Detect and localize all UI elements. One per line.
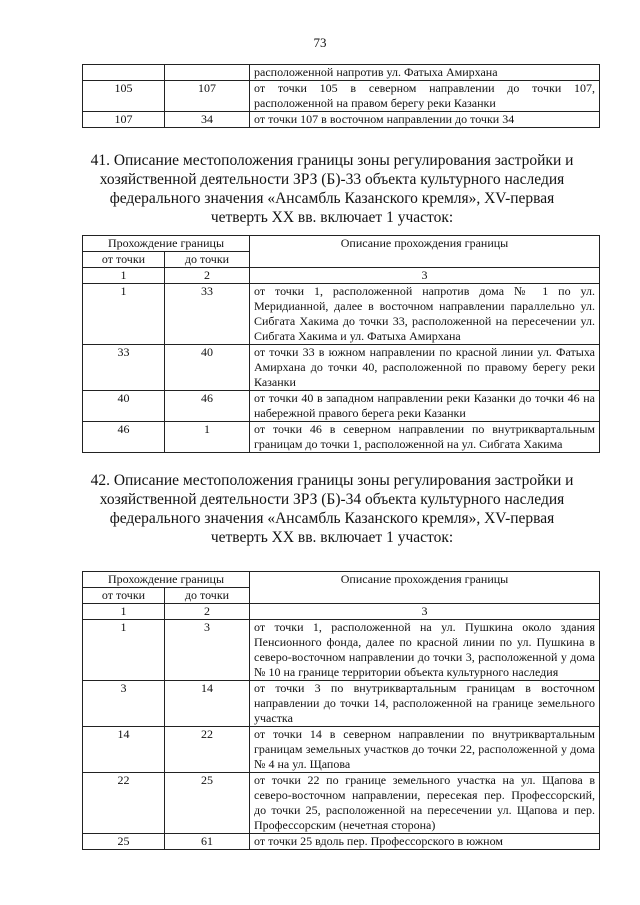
table-row (83, 620, 600, 681)
column-number: 1 (83, 268, 165, 284)
description-cell: от точки 105 в северном направлении до точки 107, расположенной на правом берегу реки Казанки (250, 81, 600, 112)
column-number: 2 (165, 604, 250, 620)
description-cell: от точки 22 по границе земельного участка на ул. Щапова в северо-восточном направлении, пересекая пер. Профессорский, до точки 25, расположенной на пересечении ул. Щапова и пер. Профессорским (нечетная сторона) (250, 773, 600, 834)
to-point-cell: 34 (165, 112, 250, 128)
from-point-cell: 25 (83, 834, 165, 850)
column-number-row (83, 268, 600, 284)
to-column-header: до точки (165, 588, 250, 604)
to-point-cell: 22 (165, 727, 250, 773)
column-group-header: Прохождение границы (83, 236, 250, 252)
table-row (83, 727, 600, 773)
to-point-cell: 46 (165, 391, 250, 422)
table-row (83, 681, 600, 727)
description-cell: от точки 1, расположенной напротив дома № 1 по ул. Меридианной, далее в восточном направлении параллельно ул. Сибгата Хакима до точки 33, расположенной на пересечении ул. Сибгата Хакима и ул. Фатыха Амирхана (250, 284, 600, 345)
from-point-cell: 3 (83, 681, 165, 727)
from-column-header: от точки (83, 588, 165, 604)
table-row (83, 834, 600, 850)
from-point-cell: 40 (83, 391, 165, 422)
description-cell: от точки 40 в западном направлении реки Казанки до точки 46 на набережной правого берега реки Казанки (250, 391, 600, 422)
table-header-row (83, 572, 600, 588)
section-41-heading: 41. Описание местоположения границы зоны регулирования застройки и хозяйственной деятельности ЗРЗ (Б)-33 объекта культурного наследия федерального значения «Ансамбль Казанского кремля», XV-первая четверть XX вв. включает 1 участок: (90, 152, 574, 226)
from-point-cell: 1 (83, 284, 165, 345)
column-number: 3 (250, 268, 600, 284)
table-row (83, 391, 600, 422)
boundary-table-42 (82, 571, 600, 850)
description-cell: от точки 14 в северном направлении по внутриквартальным границам земельных участков до точки 22, расположенной у дома № 4 на ул. Щапова (250, 727, 600, 773)
table-row (83, 773, 600, 834)
boundary-table-41 (82, 235, 600, 453)
to-point-cell: 40 (165, 345, 250, 391)
column-number: 2 (165, 268, 250, 284)
description-cell: расположенной напротив ул. Фатыха Амирхана (250, 65, 600, 81)
description-cell: от точки 46 в северном направлении по внутриквартальным границам до точки 1, расположенной на ул. Сибгата Хакима (250, 422, 600, 453)
column-group-header: Прохождение границы (83, 572, 250, 588)
section-42-heading: 42. Описание местоположения границы зоны регулирования застройки и хозяйственной деятельности ЗРЗ (Б)-34 объекта культурного наследия федерального значения «Ансамбль Казанского кремля», XV-первая четверть XX вв. включает 1 участок: (90, 472, 574, 546)
table-row (83, 81, 600, 112)
from-point-cell: 14 (83, 727, 165, 773)
table-row (83, 422, 600, 453)
from-column-header: от точки (83, 252, 165, 268)
description-cell: от точки 3 по внутриквартальным границам в восточном направлении до точки 14, расположенной на границе земельного участка (250, 681, 600, 727)
from-point-cell: 107 (83, 112, 165, 128)
column-number: 1 (83, 604, 165, 620)
to-point-cell: 14 (165, 681, 250, 727)
description-cell: от точки 107 в восточном направлении до точки 34 (250, 112, 600, 128)
to-point-cell: 1 (165, 422, 250, 453)
column-number-row (83, 604, 600, 620)
to-point-cell: 25 (165, 773, 250, 834)
to-point-cell: 107 (165, 81, 250, 112)
table-row (83, 284, 600, 345)
from-point-cell: 1 (83, 620, 165, 681)
from-point-cell: 33 (83, 345, 165, 391)
page-number: 73 (313, 35, 327, 50)
description-cell: от точки 1, расположенной на ул. Пушкина около здания Пенсионного фонда, далее по красной линии по ул. Пушкина в северо-восточном направлении до точки 3, расположенной у дома № 10 на границе территории объекта культурного наследия (250, 620, 600, 681)
to-column-header: до точки (165, 252, 250, 268)
from-point-cell: 22 (83, 773, 165, 834)
from-point-cell: 105 (83, 81, 165, 112)
table-row (83, 112, 600, 128)
column-number: 3 (250, 604, 600, 620)
from-point-cell (83, 65, 165, 81)
description-column-header: Описание прохождения границы (250, 236, 600, 268)
boundary-table-continued (82, 64, 600, 128)
to-point-cell: 3 (165, 620, 250, 681)
to-point-cell (165, 65, 250, 81)
to-point-cell: 33 (165, 284, 250, 345)
from-point-cell: 46 (83, 422, 165, 453)
description-cell: от точки 33 в южном направлении по красной линии ул. Фатыха Амирхана до точки 40, расположенной по правому берегу реки Казанки (250, 345, 600, 391)
to-point-cell: 61 (165, 834, 250, 850)
table-row (83, 345, 600, 391)
table-row (83, 65, 600, 81)
description-cell: от точки 25 вдоль пер. Профессорского в южном (250, 834, 600, 850)
description-column-header: Описание прохождения границы (250, 572, 600, 604)
table-header-row (83, 236, 600, 252)
